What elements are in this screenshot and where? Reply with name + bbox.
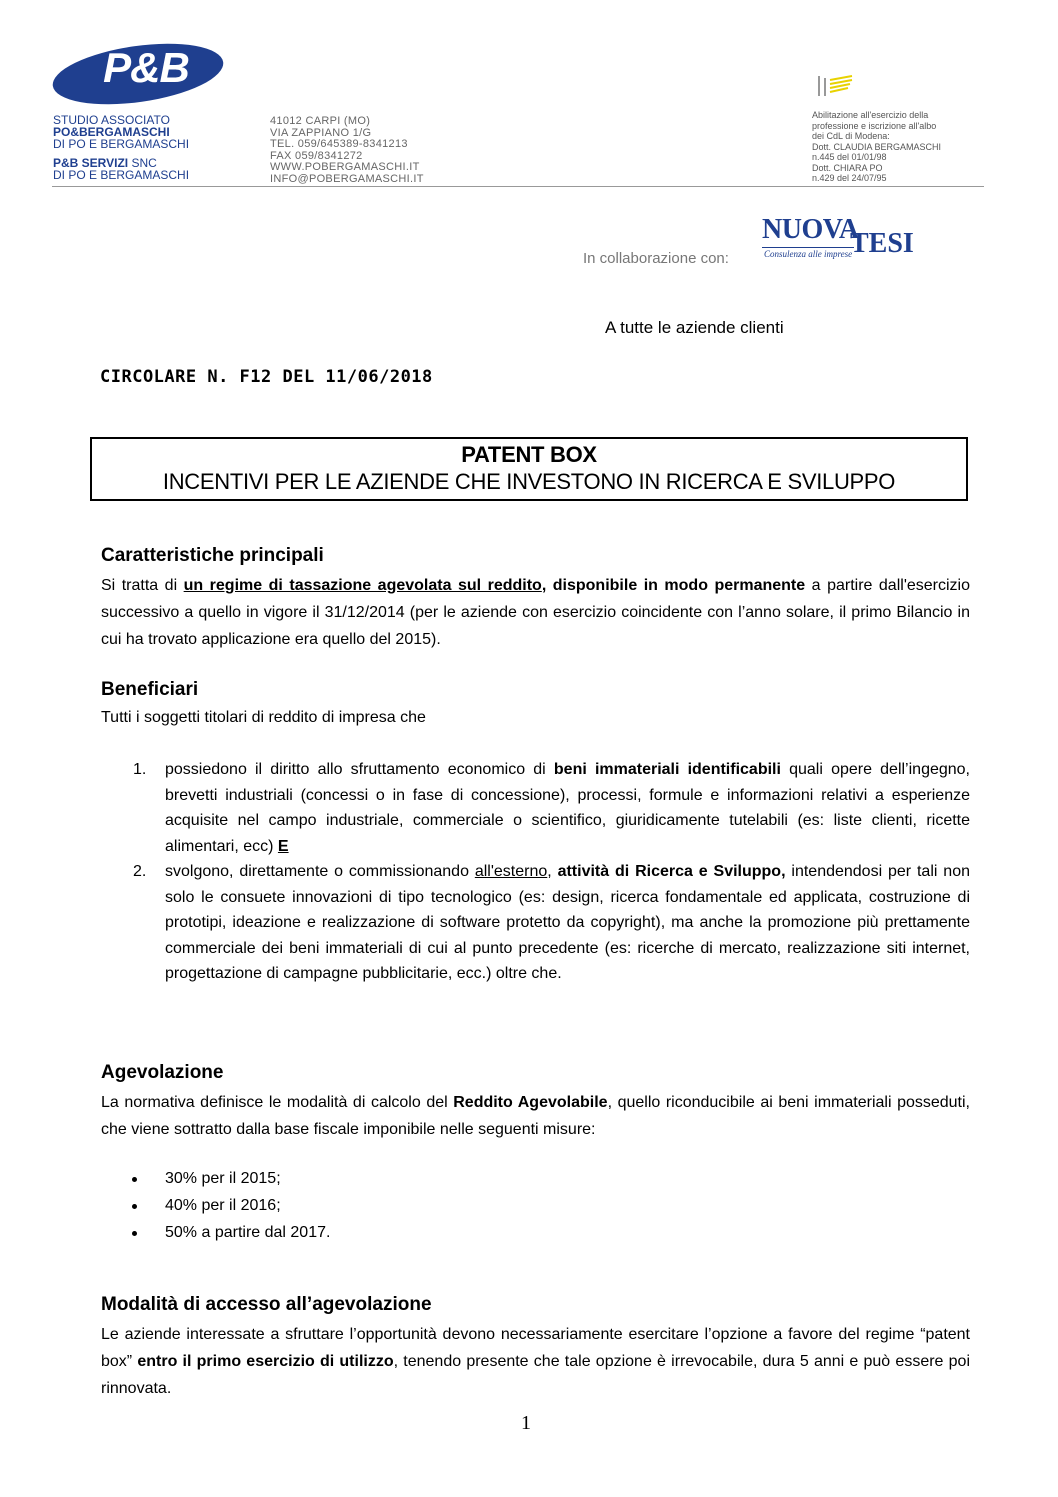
section-heading-accesso: Modalità di accesso all’agevolazione — [101, 1294, 432, 1315]
beneficiari-intro: Tutti i soggetti titolari di reddito di impresa che — [101, 709, 426, 726]
abil-line: Dott. CLAUDIA BERGAMASCHI — [812, 141, 942, 152]
abilitazione-block — [812, 110, 941, 184]
contact-address: 41012 CARPI (MO) — [270, 115, 371, 127]
bullet-icon — [132, 1177, 137, 1182]
agevolazione-paragraph: La normativa definisce le modalità di calcolo del Reddito Agevolabile, quello riconducibile ai beni immateriali posseduti, che viene sottratto dalla base fiscale imponibile nelle seguenti misure: — [101, 1094, 971, 1138]
cdl-emblem-icon — [816, 74, 856, 100]
contact-tel: TEL. 059/645389-8341213 — [270, 138, 408, 150]
section-heading-beneficiari: Beneficiari — [101, 679, 199, 700]
contact-email: INFO@POBERGAMASCHI.IT — [270, 172, 424, 185]
nuova-tesi-logo-rule — [762, 247, 854, 248]
section-heading-agevolazione: Agevolazione — [101, 1062, 224, 1083]
abil-line: professione e iscrizione all'albo — [812, 120, 937, 131]
caratteristiche-paragraph: Si tratta di un regime di tassazione agevolata sul reddito, disponibile in modo permanente a partire dall'esercizio successivo a quello in vigore il 31/12/2014 (per le aziende con esercizio coincidente con l’anno solare, il primo Bilancio in cui ha trovato applicazione era quello del 2015). — [101, 577, 971, 648]
header-divider — [52, 186, 984, 187]
studio-name-block — [53, 114, 189, 181]
circolare-number: CIRCOLARE N. F12 DEL 11/06/2018 — [100, 367, 433, 387]
servizi-bold: P&B SERVIZI — [53, 156, 129, 170]
contact-block — [270, 116, 424, 185]
nuova-tesi-logo-word2: TESI — [850, 228, 914, 259]
page-number: 1 — [521, 1412, 531, 1434]
list-item: 1. possiedono il diritto allo sfruttamento economico di beni immateriali identificabili quali opere dell’ingegno, brevetti industriali (concessi o in fase di concessione), processi, formule e informazioni relativi a esperienze acquisite nel campo industriale, commerciale o scientifico, giuridicamente tutelabili (es: liste clienti, ricette alimentari, ecc) E — [133, 761, 971, 855]
list-item: 50% a partire dal 2017. — [101, 1219, 330, 1246]
studio-line-3: DI PO E BERGAMASCHI — [53, 137, 190, 151]
contact-web: WWW.POBERGAMASCHI.IT — [270, 161, 420, 173]
abil-line: n.429 del 24/07/95 — [812, 173, 887, 183]
document-title: PATENT BOX — [461, 442, 597, 467]
title-box — [90, 437, 968, 501]
servizi-rest: SNC — [128, 156, 157, 170]
bullet-icon — [132, 1231, 137, 1236]
studio-line-1: STUDIO ASSOCIATO — [53, 113, 170, 127]
accesso-paragraph: Le aziende interessate a sfruttare l’opportunità devono necessariamente esercitare l’opzione a favore del regime “patent box” entro il primo esercizio di utilizzo, tenendo presente che tale opzione è irrevocabile, dura 5 anni e può essere poi rinnovata. — [101, 1326, 970, 1397]
abil-line: dei CdL di Modena: — [812, 131, 890, 141]
contact-fax: FAX 059/8341272 — [270, 149, 363, 162]
abil-line: Abilitazione all'esercizio della — [812, 110, 929, 120]
abil-line: n.445 del 01/01/98 — [812, 152, 887, 162]
list-item: 40% per il 2016; — [101, 1192, 330, 1219]
bullet-icon — [132, 1204, 137, 1209]
beneficiari-list — [101, 757, 970, 987]
section-heading-caratteristiche: Caratteristiche principali — [101, 545, 324, 566]
contact-street: VIA ZAPPIANO 1/G — [270, 126, 372, 139]
list-item: 2. svolgono, direttamente o commissionando all'esterno, attività di Ricerca e Sviluppo, intendendosi per tali non solo le consuete innovazioni di tipo tecnologico (es: design, ricerca fondamentale ed applicata, costruzione di prototipi, ideazione e realizzazione di software protetto da copyright), ma anche la promozione più prettamente commerciale dei beni immateriali di cui al punto precedente (es: ricerche di mercato, realizzazione siti internet, progettazione di campagne pubblicitarie, ecc.) oltre che. — [133, 863, 970, 982]
abil-line: Dott. CHIARA PO — [812, 162, 883, 173]
list-item: 30% per il 2015; — [101, 1165, 330, 1192]
nuova-tesi-logo-word1: NUOVA — [762, 214, 859, 245]
nuova-tesi-tagline: Consulenza alle imprese — [764, 249, 853, 259]
recipients-line: A tutte le aziende clienti — [605, 318, 784, 337]
collab-label: In collaborazione con: — [583, 250, 729, 267]
studio-line-2: PO&BERGAMASCHI — [53, 125, 170, 139]
agevolazione-rates-list — [101, 1165, 330, 1246]
pb-logo-text: P&B — [103, 44, 189, 91]
document-subtitle: INCENTIVI PER LE AZIENDE CHE INVESTONO IN RICERCA E SVILUPPO — [162, 469, 896, 494]
servizi-line-2: DI PO E BERGAMASCHI — [53, 168, 190, 182]
